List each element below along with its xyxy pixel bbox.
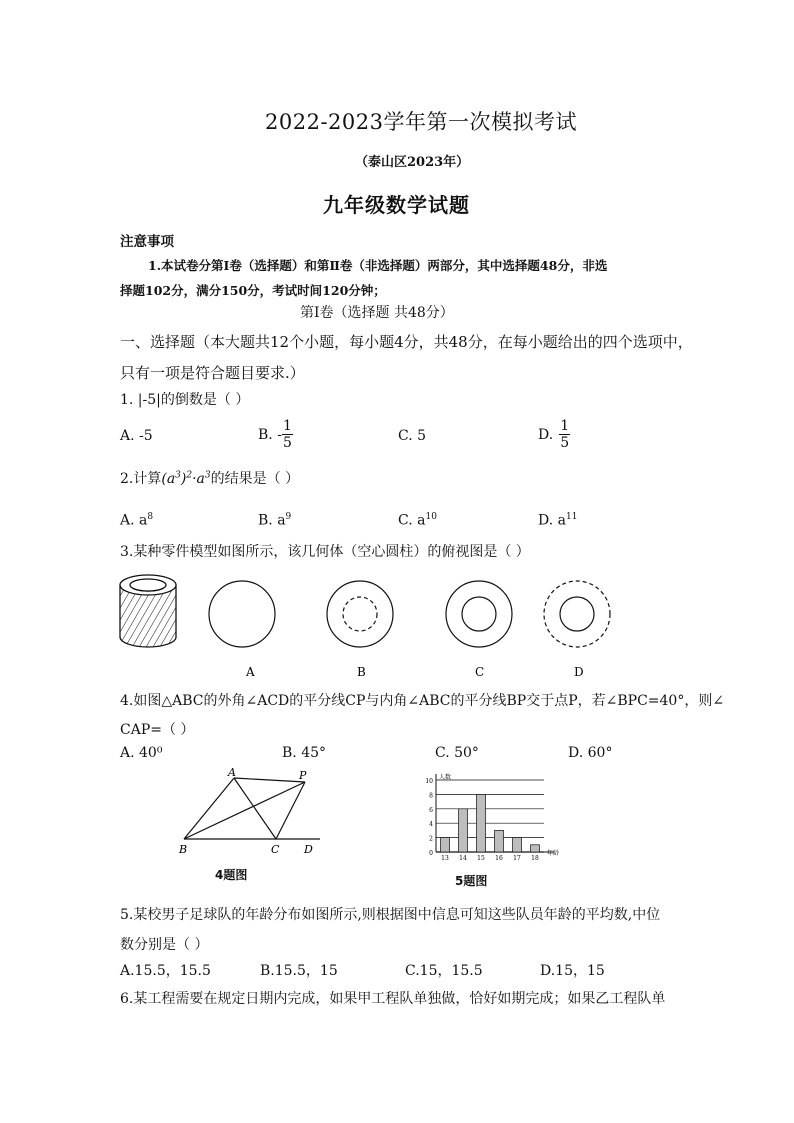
- line-bp: [184, 782, 305, 839]
- bar-17: [513, 838, 522, 852]
- q3-label-a: A: [246, 665, 255, 679]
- option-d-outer-dashed-circle: [544, 581, 610, 647]
- y-tick-label: 2: [429, 835, 433, 843]
- q2-expr-exp: 3: [175, 470, 181, 481]
- q1-b-denominator: 5: [282, 435, 292, 451]
- bar-15: [477, 794, 486, 852]
- q2-stem: [120, 468, 299, 488]
- x-tick-label: 15: [477, 855, 485, 862]
- q1-option-a: A. -5: [120, 428, 153, 444]
- q1-option-b: [258, 418, 293, 451]
- q1-option-c: C. 5: [398, 428, 427, 444]
- q4-geometry-figure: [170, 765, 330, 860]
- x-tick-label: 16: [495, 855, 503, 862]
- x-tick-label: 18: [531, 855, 539, 862]
- q3-label-c: C: [475, 665, 485, 679]
- q4-option-b: B. 45°: [282, 745, 327, 761]
- y-tick-label: 0: [429, 850, 433, 857]
- q2-expr-close: ): [180, 471, 187, 487]
- bar-13: [441, 838, 450, 852]
- q1-d-denominator: 5: [560, 435, 570, 451]
- point-c-label: C: [271, 843, 280, 856]
- line-ap: [234, 778, 305, 782]
- q5-bar-chart: [418, 766, 573, 866]
- q2-c-exp: 10: [425, 512, 437, 522]
- section-instruction-1: 一、选择题（本大题共12个小题，每小题4分，共48分，在每小题给出的四个选项中，: [120, 333, 693, 351]
- x-tick-label: 14: [459, 855, 467, 862]
- q2-stem-suffix: 的结果是（ ）: [210, 471, 300, 487]
- option-b-outer-circle: [327, 581, 393, 647]
- q2-expr-base: (a: [161, 471, 176, 487]
- q2-option-d: [538, 512, 577, 529]
- option-b-inner-dashed-circle: [343, 597, 377, 631]
- line-ba: [184, 778, 234, 839]
- q5-option-d: D.15，15: [540, 963, 605, 979]
- exam-subtitle: （泰山区2023年）: [355, 155, 470, 170]
- q1-d-numerator: 1: [560, 418, 570, 434]
- y-tick-label: 10: [425, 778, 433, 785]
- q5-option-b: B.15.5，15: [260, 963, 338, 979]
- notes-line-1: 1.本试卷分第Ⅰ卷（选择题）和第Ⅱ卷（非选择题）两部分，其中选择题48分，非选: [148, 258, 608, 273]
- option-c-inner-circle: [462, 597, 496, 631]
- q2-b-exp: 9: [285, 512, 292, 522]
- option-c-outer-circle: [446, 581, 512, 647]
- q4-option-d: D. 60°: [568, 745, 613, 761]
- q5-option-a: A.15.5，15.5: [120, 963, 211, 979]
- q4-option-a: A. 40⁰: [120, 745, 163, 761]
- q2-option-b: [258, 512, 291, 529]
- line-ac: [234, 778, 276, 839]
- exam-main-title: 九年级数学试题: [323, 193, 470, 217]
- x-axis-label: 年龄: [547, 850, 560, 857]
- q3-label-d: D: [574, 665, 584, 679]
- q2-c-label: C. a: [398, 512, 426, 529]
- section-instruction-2: 只有一项是符合题目要求.）: [120, 364, 305, 382]
- point-a-label: A: [228, 766, 236, 779]
- x-tick-label: 13: [441, 855, 449, 862]
- q3-stem: 3.某种零件模型如图所示，该几何体（空心圆柱）的俯视图是（ ）: [120, 544, 530, 560]
- part-title: 第Ⅰ卷（选择题 共48分）: [300, 305, 454, 321]
- hollow-cylinder-figure: [120, 575, 176, 647]
- y-tick-label: 6: [429, 806, 433, 814]
- q2-expr-exp-outer: 2: [186, 470, 193, 481]
- q1-option-b-fraction: [282, 418, 293, 451]
- bar-16: [495, 830, 504, 852]
- point-d-label: D: [304, 843, 313, 856]
- q5-figure-caption: 5题图: [455, 874, 488, 888]
- q2-d-exp: 11: [565, 512, 578, 522]
- q4-figure-caption: 4题图: [215, 868, 248, 882]
- q2-expr-exp-b: 3: [204, 470, 211, 481]
- q4-option-c: C. 50°: [435, 745, 479, 761]
- q3-label-b: B: [357, 665, 366, 679]
- q4-stem-line-1: 4.如图△ABC的外角∠ACD的平分线CP与内角∠ABC的平分线BP交于点P，若∠BPC=40°，则∠: [120, 693, 725, 709]
- q2-d-label: D. a: [538, 512, 566, 529]
- option-d-inner-circle: [560, 597, 594, 631]
- x-tick-label: 17: [513, 855, 521, 862]
- notes-line-2: 择题102分，满分150分，考试时间120分钟；: [120, 283, 386, 298]
- q6-stem-line-1: 6.某工程需要在规定日期内完成，如果甲工程队单独做，恰好如期完成；如果乙工程队单: [120, 991, 666, 1007]
- q1-stem: 1. |-5|的倒数是（ ）: [120, 392, 250, 408]
- q1-option-d-prefix: D.: [538, 426, 554, 443]
- q1-option-b-prefix: B. -: [258, 426, 282, 443]
- exam-title: 2022-2023学年第一次模拟考试: [265, 110, 577, 134]
- q2-stem-prefix: 2.计算: [120, 471, 162, 487]
- q2-option-c: [398, 512, 437, 529]
- option-a-circle: [209, 581, 275, 647]
- q2-expr-dot: ·a: [192, 471, 205, 487]
- bar-18: [531, 845, 540, 852]
- point-p-label: P: [299, 769, 307, 782]
- q2-b-label: B. a: [258, 512, 286, 529]
- q4-stem-line-2: CAP=（ ）: [120, 722, 195, 738]
- y-axis-label: 人数: [439, 774, 452, 781]
- line-cp: [276, 782, 305, 839]
- bar-14: [459, 809, 468, 852]
- q5-stem-line-2: 数分别是（ ）: [120, 937, 209, 953]
- point-b-label: B: [179, 843, 188, 856]
- y-tick-label: 4: [429, 821, 433, 829]
- q2-a-exp: 8: [147, 512, 154, 522]
- q1-option-d-fraction: [559, 418, 570, 451]
- q2-option-a: [120, 512, 153, 529]
- q3-figures: [110, 565, 710, 685]
- q5-stem-line-1: 5.某校男子足球队的年龄分布如图所示,则根据图中信息可知这些队员年龄的平均数,中位: [120, 907, 661, 923]
- q1-option-d: [538, 418, 570, 451]
- y-tick-label: 8: [429, 792, 433, 800]
- q1-b-numerator: 1: [282, 418, 292, 434]
- q2-a-label: A. a: [120, 512, 148, 529]
- q5-option-c: C.15，15.5: [405, 963, 483, 979]
- notes-heading: 注意事项: [120, 234, 174, 250]
